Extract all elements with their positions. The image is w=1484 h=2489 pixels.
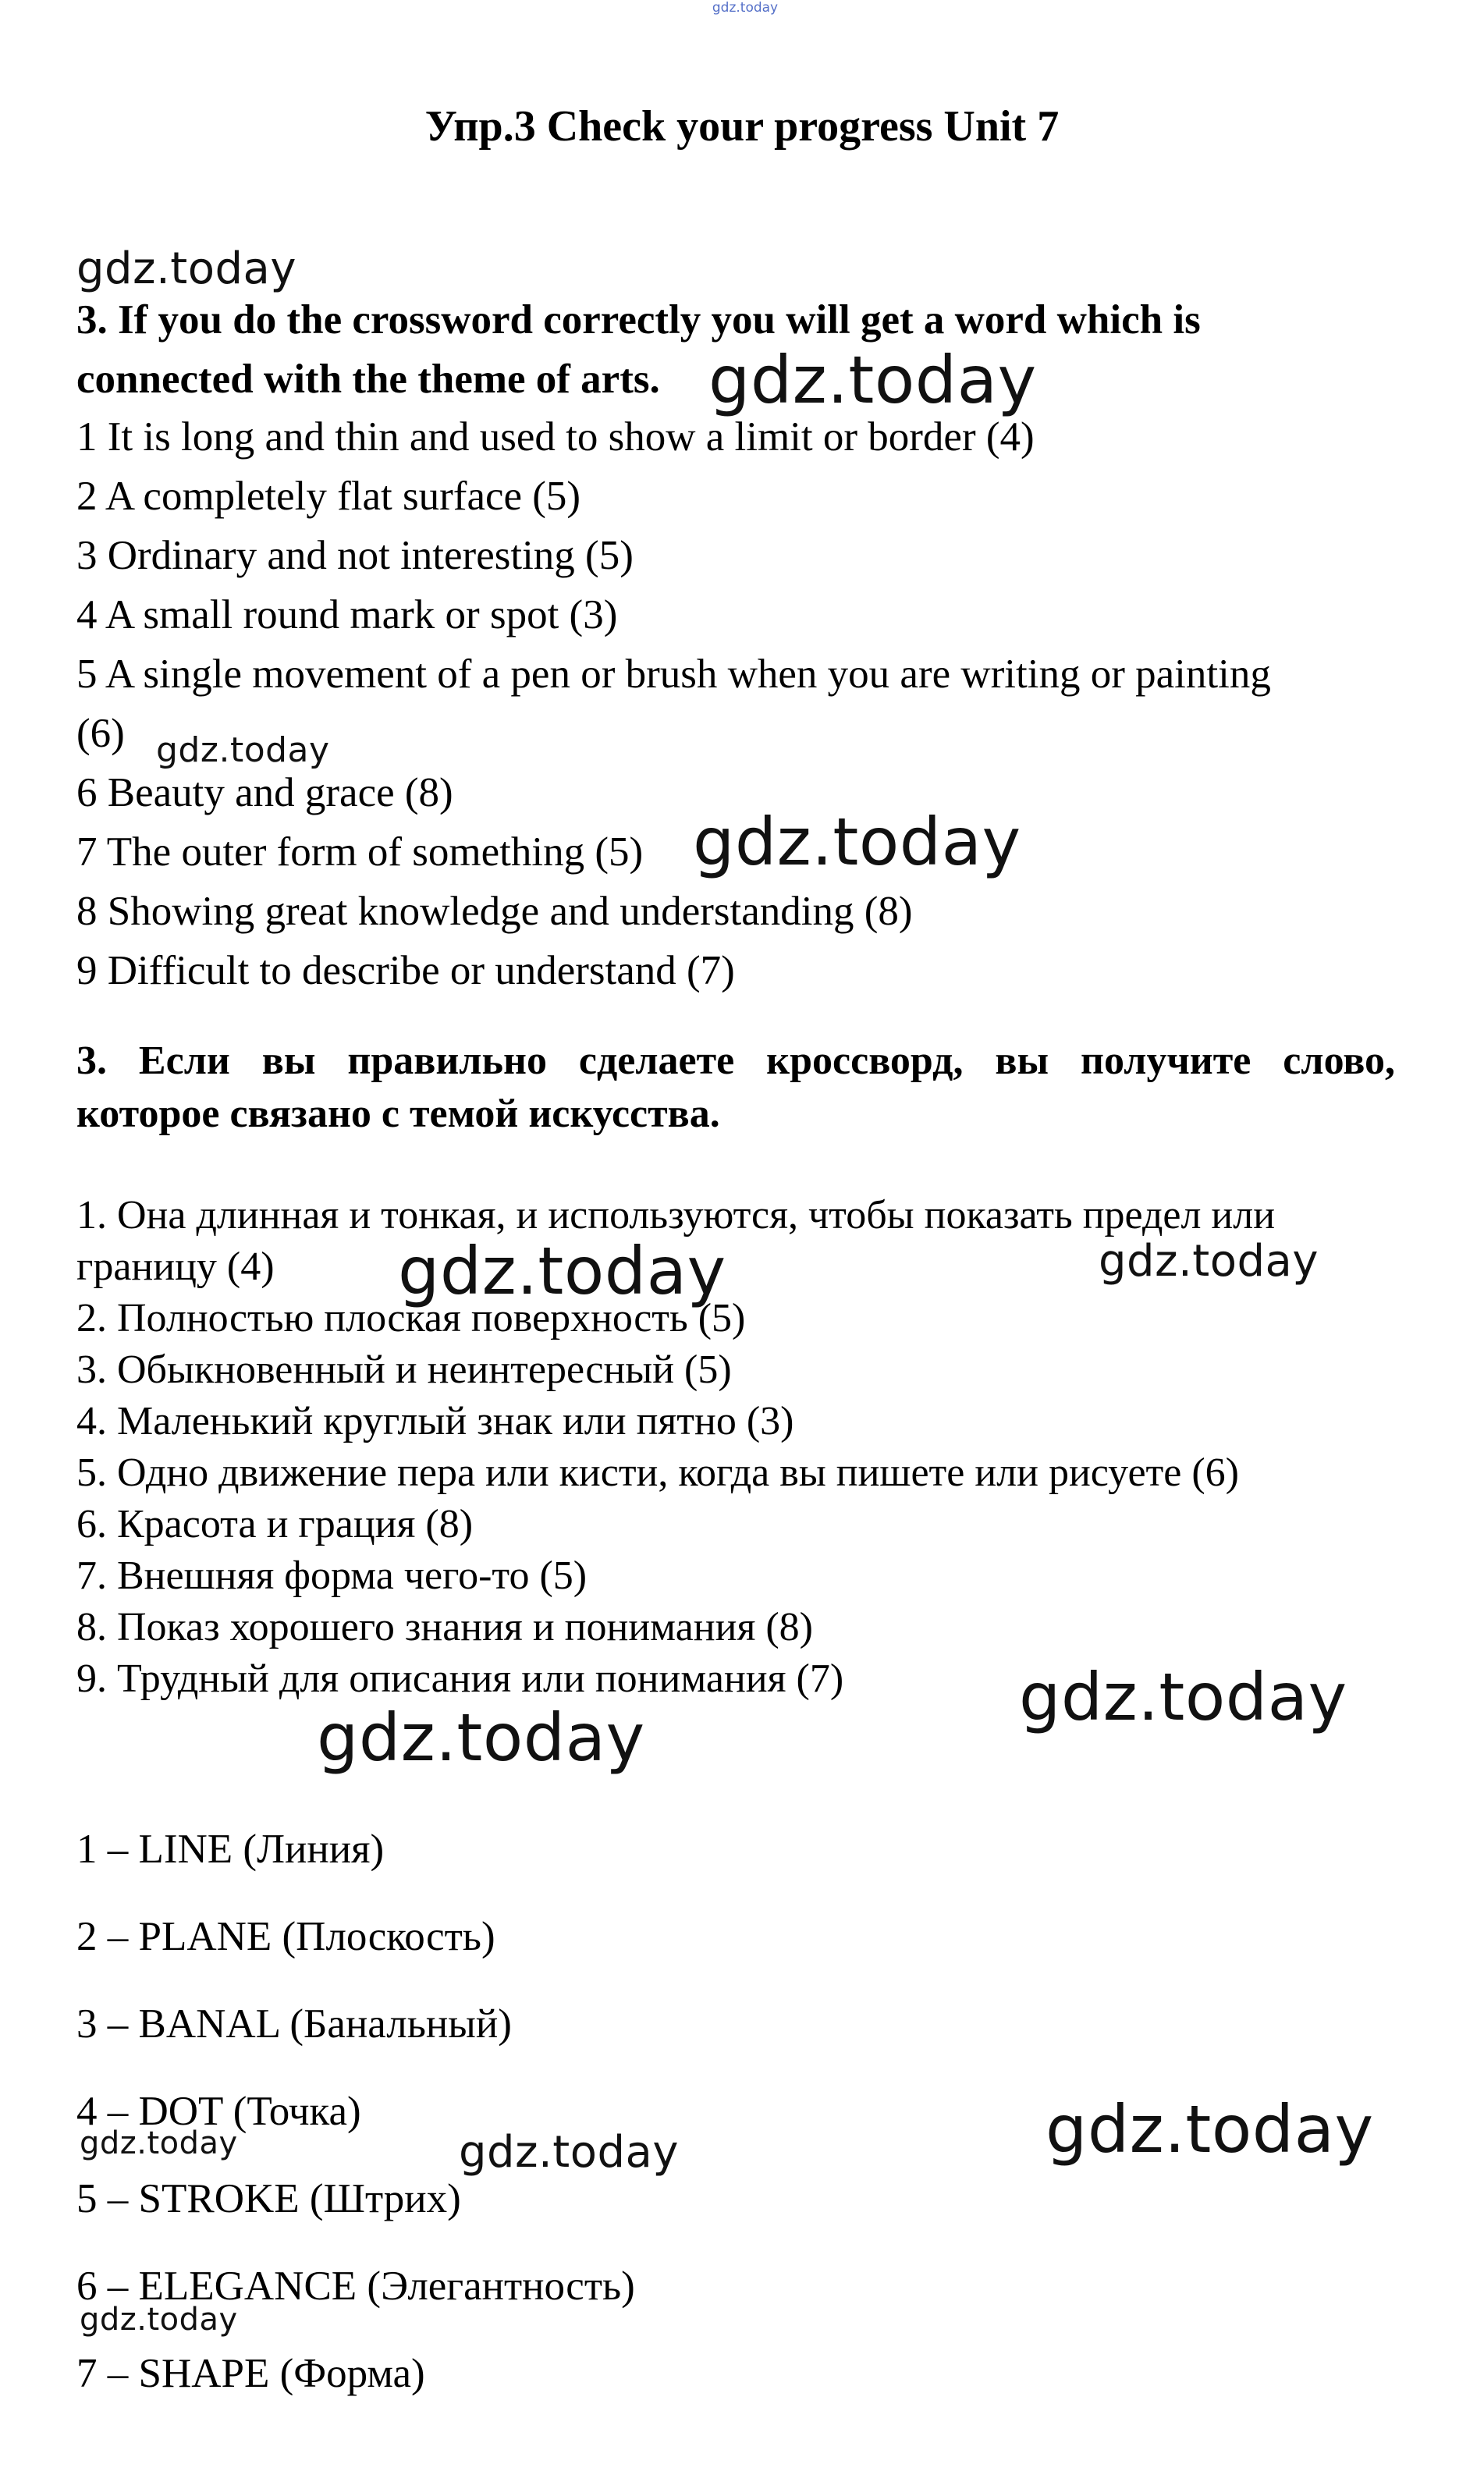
answer-2: 2 – PLANE (Плоскость) [76,1914,495,1959]
watermark: gdz.today [398,1233,726,1309]
watermark: gdz.today [80,2125,238,2161]
clue-ru-8: 8. Показ хорошего знания и понимания (8) [76,1605,813,1649]
answer-6: 6 – ELEGANCE (Элегантность) [76,2264,635,2309]
page-title: Упр.3 Check your progress Unit 7 [424,102,1060,151]
watermark-top: gdz.today [712,0,779,16]
clue-ru-5: 5. Одно движение пера или кисти, когда вы пишете или рисуете (6) [76,1450,1239,1495]
clue-ru-3: 3. Обыкновенный и неинтересный (5) [76,1347,732,1392]
clue-en-4: 4 A small round mark or spot (3) [76,592,618,637]
clue-en-6: 6 Beauty and grace (8) [76,770,453,815]
watermark: gdz.today [1099,1236,1319,1287]
instruction-ru-line2: которое связано с темой искусства. [76,1092,720,1136]
clue-en-7: 7 The outer form of something (5) [76,829,644,875]
watermark: gdz.today [317,1699,645,1776]
clue-en-9: 9 Difficult to describe or understand (7) [76,948,735,993]
clue-en-8: 8 Showing great knowledge and understanding (8) [76,889,913,934]
clue-en-3: 3 Ordinary and not interesting (5) [76,533,634,578]
clue-ru-9: 9. Трудный для описания или понимания (7) [76,1656,844,1701]
clue-en-5-cont: (6) [76,711,125,756]
watermark: gdz.today [156,730,330,770]
watermark: gdz.today [76,243,297,294]
instruction-en-line2: connected with the theme of arts. [76,357,660,402]
answer-3: 3 – BANAL (Банальный) [76,2001,512,2047]
answer-5: 5 – STROKE (Штрих) [76,2176,461,2221]
clue-ru-1: 1. Она длинная и тонкая, и используются, чтобы показать предел или [76,1193,1276,1237]
instruction-ru-line1: 3. Если вы правильно сделаете кроссворд, вы получите слово, [76,1039,1395,1083]
answer-7: 7 – SHAPE (Форма) [76,2351,425,2396]
clue-ru-4: 4. Маленький круглый знак или пятно (3) [76,1399,794,1443]
clue-ru-2: 2. Полностью плоская поверхность (5) [76,1296,746,1340]
clue-ru-7: 7. Внешняя форма чего-то (5) [76,1553,588,1598]
instruction-en-line1: 3. If you do the crossword correctly you will get a word which is [76,297,1201,343]
clue-en-5: 5 A single movement of a pen or brush when you are writing or painting [76,652,1271,697]
watermark: gdz.today [693,804,1021,880]
clue-ru-1-cont: границу (4) [76,1244,275,1289]
watermark: gdz.today [708,342,1037,418]
watermark: gdz.today [459,2127,680,2178]
clue-en-2: 2 A completely flat surface (5) [76,474,581,519]
answer-1: 1 – LINE (Линия) [76,1827,385,1872]
clue-en-1: 1 It is long and thin and used to show a limit or border (4) [76,414,1035,460]
watermark: gdz.today [1046,2091,1374,2168]
watermark: gdz.today [1019,1659,1347,1735]
clue-ru-6: 6. Красота и грация (8) [76,1502,474,1546]
answer-4: 4 – DOT (Точка) [76,2089,361,2134]
watermark: gdz.today [80,2302,238,2338]
